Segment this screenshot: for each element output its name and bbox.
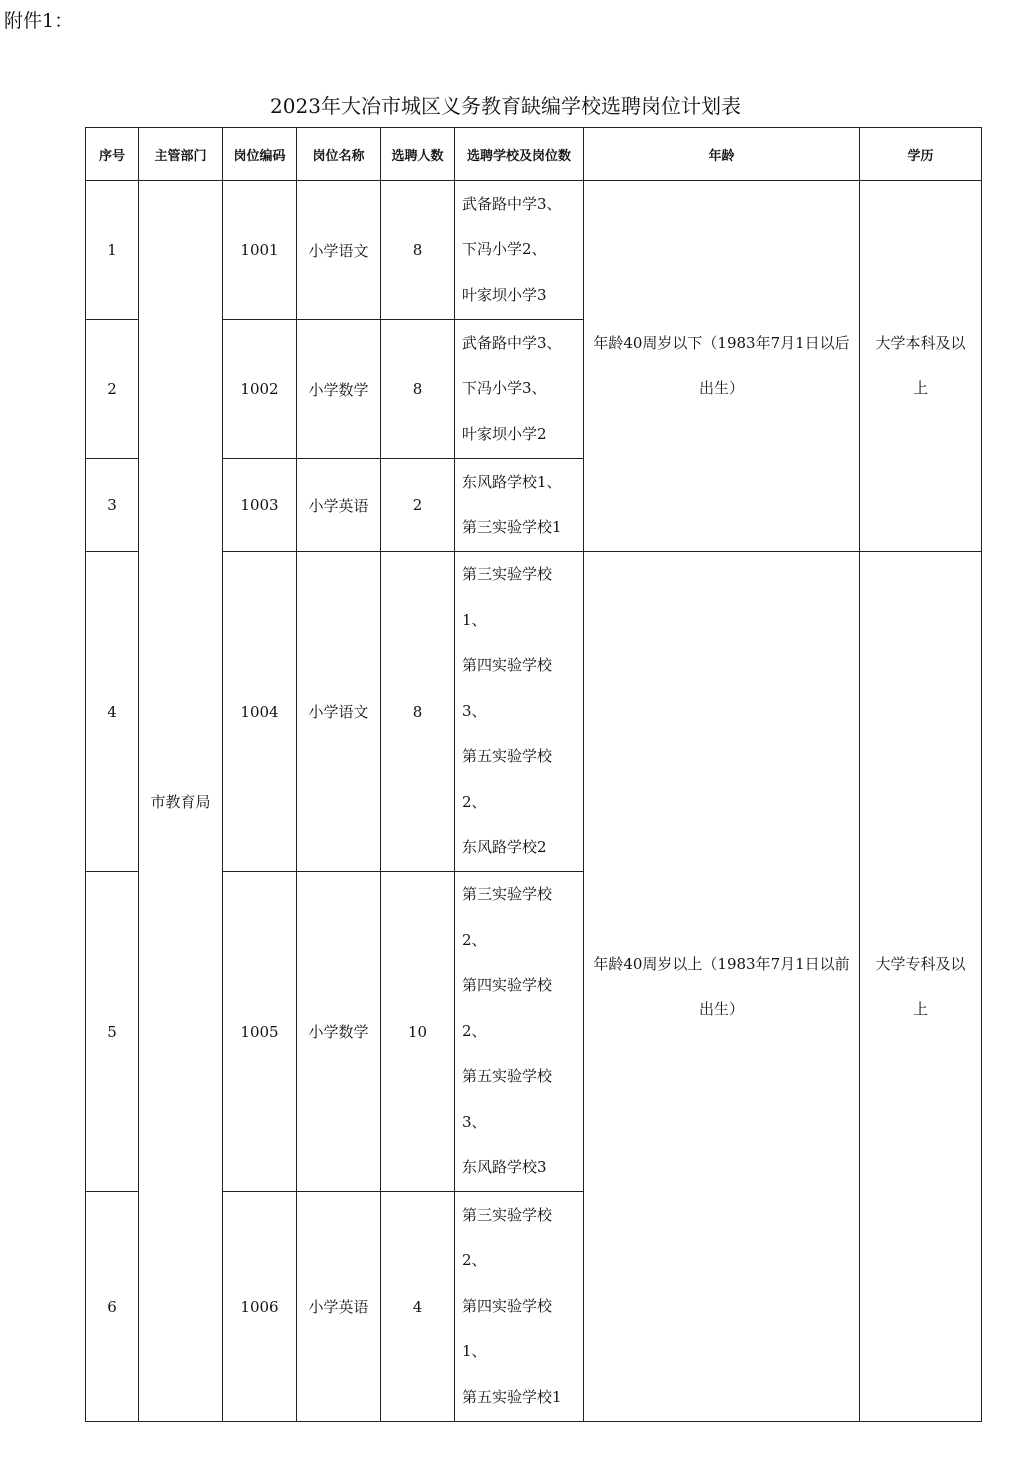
cell-code: 1003 bbox=[223, 459, 297, 552]
cell-seq: 3 bbox=[86, 459, 139, 552]
school-line: 2、 bbox=[462, 792, 487, 811]
school-line: 第三实验学校 bbox=[462, 1205, 553, 1224]
cell-schools bbox=[455, 459, 584, 552]
school-line: 1、 bbox=[462, 610, 487, 629]
school-line: 第五实验学校1 bbox=[462, 1387, 562, 1406]
cell-count: 8 bbox=[381, 320, 455, 459]
cell-age-group-2 bbox=[584, 552, 860, 1422]
school-line: 第四实验学校 bbox=[462, 656, 553, 675]
table-row bbox=[86, 181, 982, 320]
school-line: 第三实验学校1 bbox=[462, 518, 562, 536]
edu-line: 大学专科及以 bbox=[875, 954, 966, 973]
cell-schools bbox=[455, 1192, 584, 1422]
edu-line: 上 bbox=[912, 379, 928, 397]
school-line: 东风路学校1、 bbox=[462, 472, 562, 491]
cell-age-group-1 bbox=[584, 181, 860, 552]
cell-count: 10 bbox=[381, 872, 455, 1192]
school-line: 第五实验学校 bbox=[462, 1067, 553, 1086]
age-line: 年龄40周岁以上（1983年7月1日以前 bbox=[593, 954, 850, 973]
header-count: 选聘人数 bbox=[381, 128, 455, 181]
cell-schools bbox=[455, 320, 584, 459]
cell-code: 1002 bbox=[223, 320, 297, 459]
cell-code: 1004 bbox=[223, 552, 297, 872]
school-line: 3、 bbox=[462, 701, 487, 720]
edu-line: 上 bbox=[912, 999, 928, 1018]
attachment-label: 附件1： bbox=[4, 10, 74, 32]
cell-code: 1001 bbox=[223, 181, 297, 320]
school-line: 下冯小学3、 bbox=[462, 379, 547, 398]
cell-name: 小学语文 bbox=[297, 181, 381, 320]
school-line: 下冯小学2、 bbox=[462, 240, 547, 259]
cell-count: 8 bbox=[381, 181, 455, 320]
school-line: 武备路中学3、 bbox=[462, 333, 562, 352]
header-schools: 选聘学校及岗位数 bbox=[455, 128, 584, 181]
page-title: 2023年大冶市城区义务教育缺编学校选聘岗位计划表 bbox=[270, 94, 741, 118]
school-line: 2、 bbox=[462, 930, 487, 949]
header-code: 岗位编码 bbox=[223, 128, 297, 181]
cell-edu-group-1 bbox=[860, 181, 982, 552]
cell-seq: 2 bbox=[86, 320, 139, 459]
header-edu: 学历 bbox=[860, 128, 982, 181]
school-line: 叶家坝小学2 bbox=[462, 424, 547, 443]
cell-edu-group-2 bbox=[860, 552, 982, 1422]
cell-seq: 6 bbox=[86, 1192, 139, 1422]
header-dept: 主管部门 bbox=[139, 128, 223, 181]
school-line: 2、 bbox=[462, 1021, 487, 1040]
cell-seq: 5 bbox=[86, 872, 139, 1192]
cell-schools bbox=[455, 552, 584, 872]
cell-dept: 市教育局 bbox=[139, 181, 223, 1422]
school-line: 武备路中学3、 bbox=[462, 194, 562, 213]
table-header-row bbox=[86, 128, 982, 181]
school-line: 3、 bbox=[462, 1112, 487, 1131]
cell-name: 小学数学 bbox=[297, 320, 381, 459]
school-line: 第四实验学校 bbox=[462, 1296, 553, 1315]
cell-name: 小学英语 bbox=[297, 459, 381, 552]
school-line: 第三实验学校 bbox=[462, 885, 553, 904]
age-line: 出生） bbox=[698, 999, 744, 1018]
cell-schools bbox=[455, 181, 584, 320]
school-line: 第四实验学校 bbox=[462, 976, 553, 995]
header-age: 年龄 bbox=[584, 128, 860, 181]
cell-seq: 4 bbox=[86, 552, 139, 872]
cell-name: 小学英语 bbox=[297, 1192, 381, 1422]
cell-count: 2 bbox=[381, 459, 455, 552]
header-name: 岗位名称 bbox=[297, 128, 381, 181]
school-line: 第三实验学校 bbox=[462, 565, 553, 584]
cell-name: 小学语文 bbox=[297, 552, 381, 872]
cell-schools bbox=[455, 872, 584, 1192]
cell-name: 小学数学 bbox=[297, 872, 381, 1192]
cell-code: 1006 bbox=[223, 1192, 297, 1422]
cell-count: 4 bbox=[381, 1192, 455, 1422]
school-line: 2、 bbox=[462, 1251, 487, 1270]
recruitment-plan-table bbox=[85, 127, 982, 1422]
school-line: 东风路学校2 bbox=[462, 838, 547, 857]
edu-line: 大学本科及以 bbox=[875, 334, 966, 352]
age-line: 出生） bbox=[698, 379, 744, 397]
school-line: 叶家坝小学3 bbox=[462, 285, 547, 304]
cell-seq: 1 bbox=[86, 181, 139, 320]
cell-code: 1005 bbox=[223, 872, 297, 1192]
school-line: 第五实验学校 bbox=[462, 747, 553, 766]
age-line: 年龄40周岁以下（1983年7月1日以后 bbox=[593, 334, 850, 352]
school-line: 1、 bbox=[462, 1342, 487, 1361]
header-seq: 序号 bbox=[86, 128, 139, 181]
school-line: 东风路学校3 bbox=[462, 1158, 547, 1177]
cell-count: 8 bbox=[381, 552, 455, 872]
